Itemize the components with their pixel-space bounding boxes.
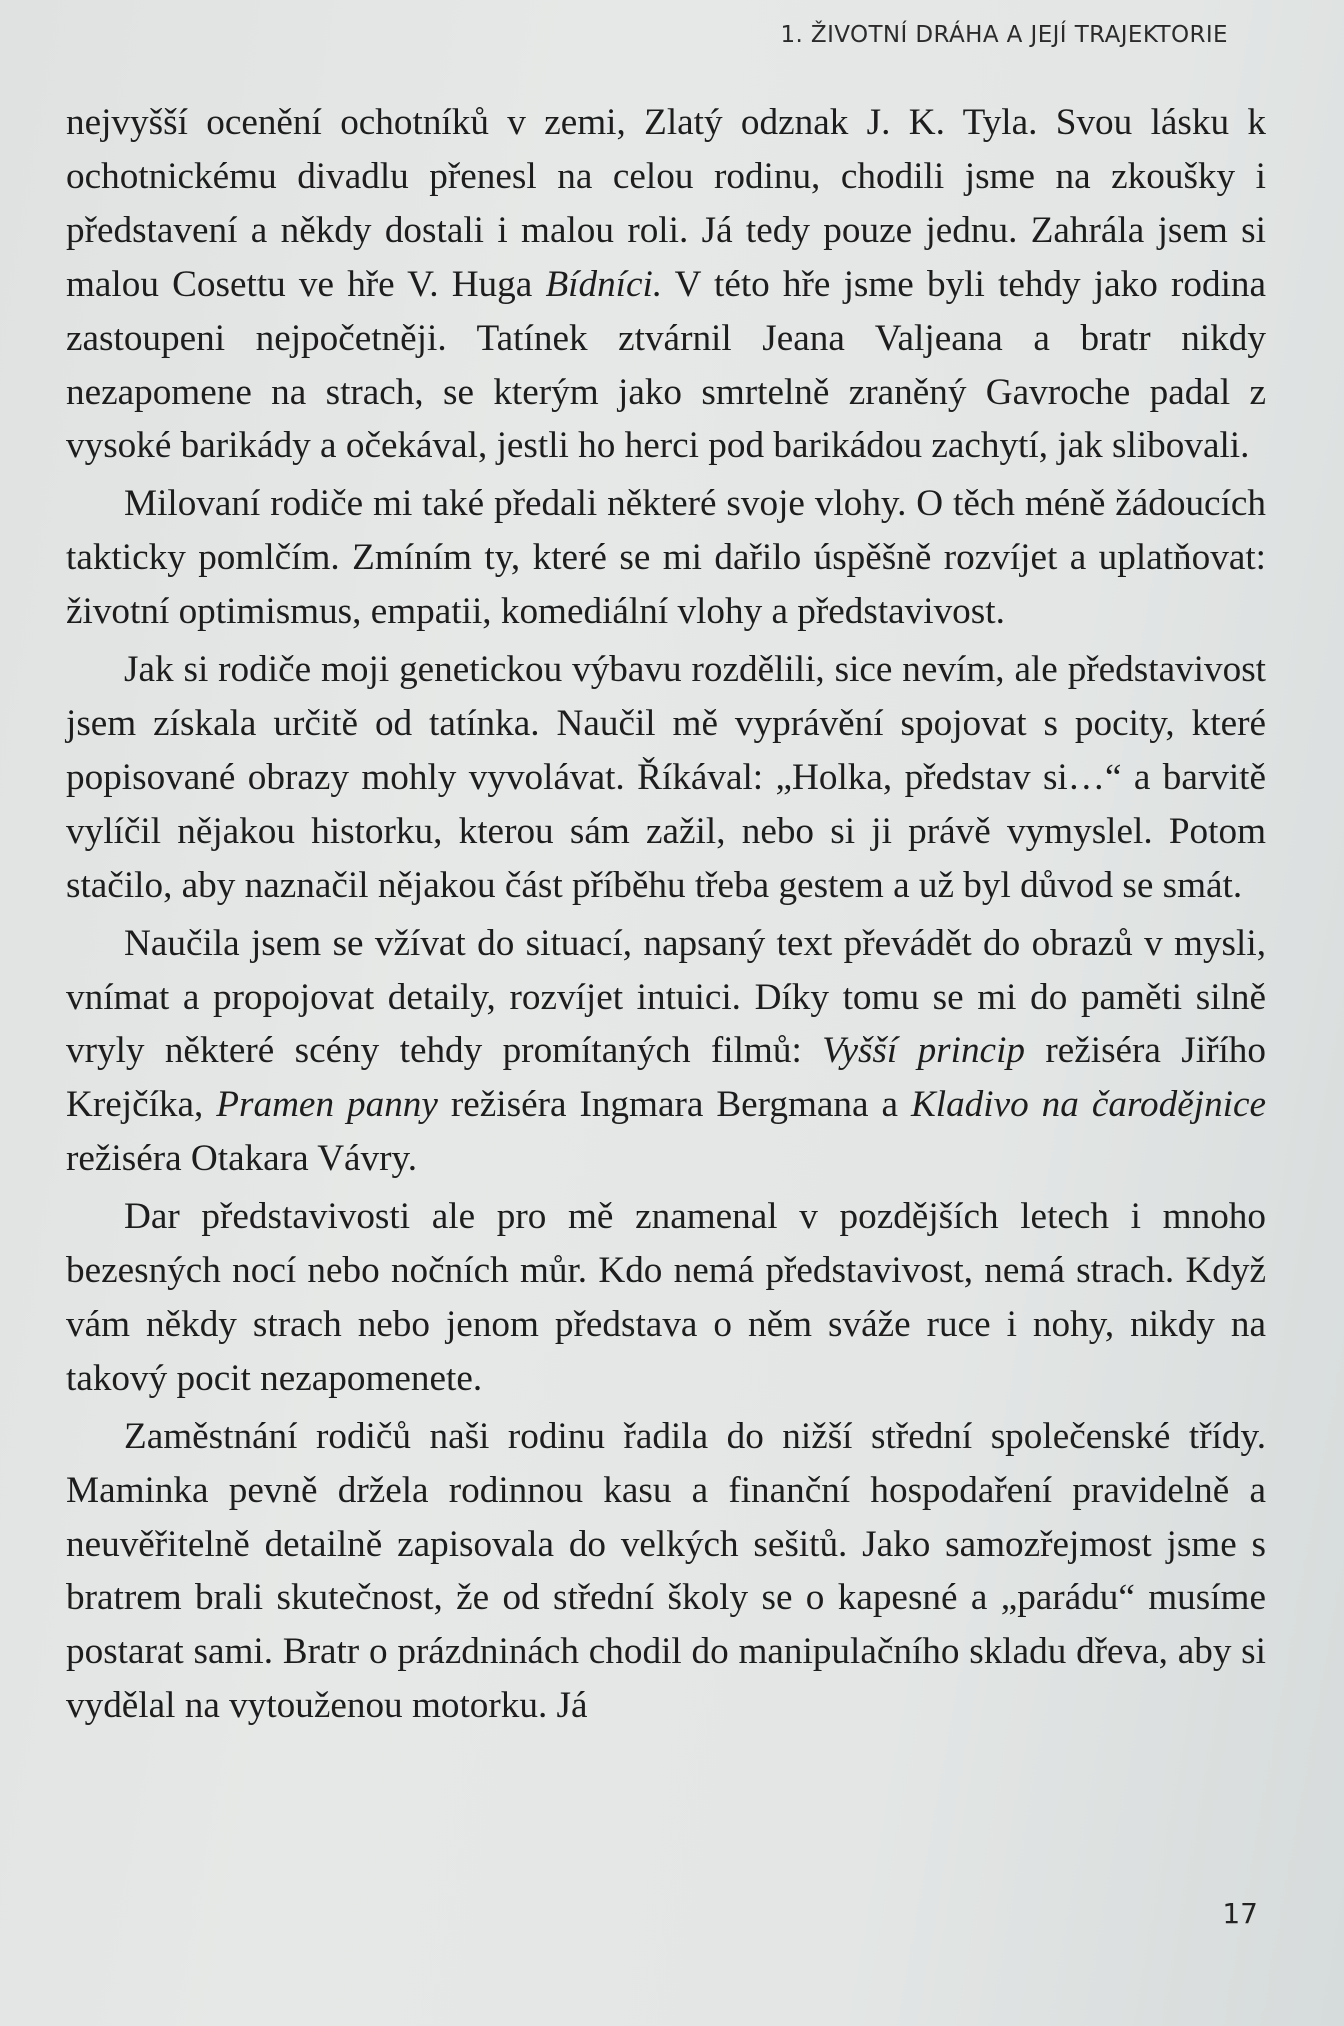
- paragraph-4: [66, 917, 1266, 1187]
- body-text: [66, 96, 1266, 1737]
- italic-title: Pramen panny: [216, 1084, 438, 1126]
- text-span: Naučila jsem se vžívat do situací, napsaný text převádět do obrazů v mysli, vnímat a propojovat detaily, rozvíjet intuici. Díky tomu se mi do paměti silně vryly některé scény tehdy promítaných filmů:: [66, 922, 1266, 1072]
- paragraph-6: [66, 1410, 1266, 1733]
- paragraph-2: [66, 477, 1266, 639]
- italic-title: Bídníci.: [545, 263, 663, 305]
- text-span: nejvyšší ocenění ochotníků v zemi, Zlatý odznak J. K. Tyla. Svou lásku k ochotnickému divadlu přenesl na celou rodinu, chodili jsme na zkoušky i představení a někdy dostali i malou roli. Já tedy pouze jednu. Zahrála jsem si malou Cosettu ve hře V. Huga: [66, 102, 1266, 305]
- text-span: V této hře jsme byli tehdy jako rodina zastoupeni nejpočetněji. Tatínek ztvárnil Jeana Valjeana a bratr nikdy nezapomene na strach, se kterým jako smrtelně zraněný Gavroche padal z vysoké barikády a očekával, jestli ho herci pod barikádou zachytí, jak slibovali.: [66, 263, 1266, 467]
- paragraph-5: [66, 1190, 1266, 1406]
- paragraph-3: [66, 643, 1266, 913]
- italic-title: Kladivo na čarodějnice: [910, 1084, 1267, 1126]
- text-span: Dar představivosti ale pro mě znamenal v pozdějších letech i mnoho bezesných nocí nebo nočních můr. Kdo nemá představivost, nemá strach. Když vám někdy strach nebo jenom představa o něm sváže ruce i nohy, nikdy na takový pocit nezapomenete.: [66, 1196, 1266, 1399]
- italic-title: Vyšší princip: [822, 1030, 1025, 1072]
- text-span: Zaměstnání rodičů naši rodinu řadila do nižší střední společenské třídy. Maminka pevně držela rodinnou kasu a finanční hospodaření pravidelně a neuvěřitelně detailně zapisovala do velkých sešitů. Jako samozřejmost jsme s bratrem brali skutečnost, že od střední školy se o kapesné a „parádu“ musíme postarat sami. Bratr o prázdninách chodil do manipulačního skladu dřeva, aby si vydělal na vytouženou motorku. Já: [66, 1415, 1266, 1727]
- text-span: režiséra Ingmara Bergmana a: [437, 1084, 911, 1126]
- paragraph-1: [66, 96, 1266, 473]
- text-span: Milovaní rodiče mi také předali některé svoje vlohy. O těch méně žádoucích takticky pomlčím. Zmíním ty, které se mi dařilo úspěšně rozvíjet a uplatňovat: životní optimismus, empatii, komediální vlohy a představivost.: [66, 483, 1266, 633]
- text-span: režiséra Otakara Vávry.: [66, 1138, 418, 1180]
- text-span: Jak si rodiče moji genetickou výbavu rozdělili, sice nevím, ale představivost jsem získala určitě od tatínka. Naučil mě vyprávění spojovat s pocity, které popisované obrazy mohly vyvolávat. Říkával: „Holka, představ si…“ a barvitě vylíčil nějakou historku, kterou sám zažil, nebo si ji právě vymyslel. Potom stačilo, aby naznačil nějakou část příběhu třeba gestem a už byl důvod se smát.: [66, 649, 1266, 906]
- text-span: režiséra Jiřího Krejčíka,: [66, 1030, 1266, 1126]
- page-number: 17: [1222, 1897, 1258, 1930]
- running-header: 1. ŽIVOTNÍ DRÁHA A JEJÍ TRAJEKTORIE: [780, 22, 1228, 48]
